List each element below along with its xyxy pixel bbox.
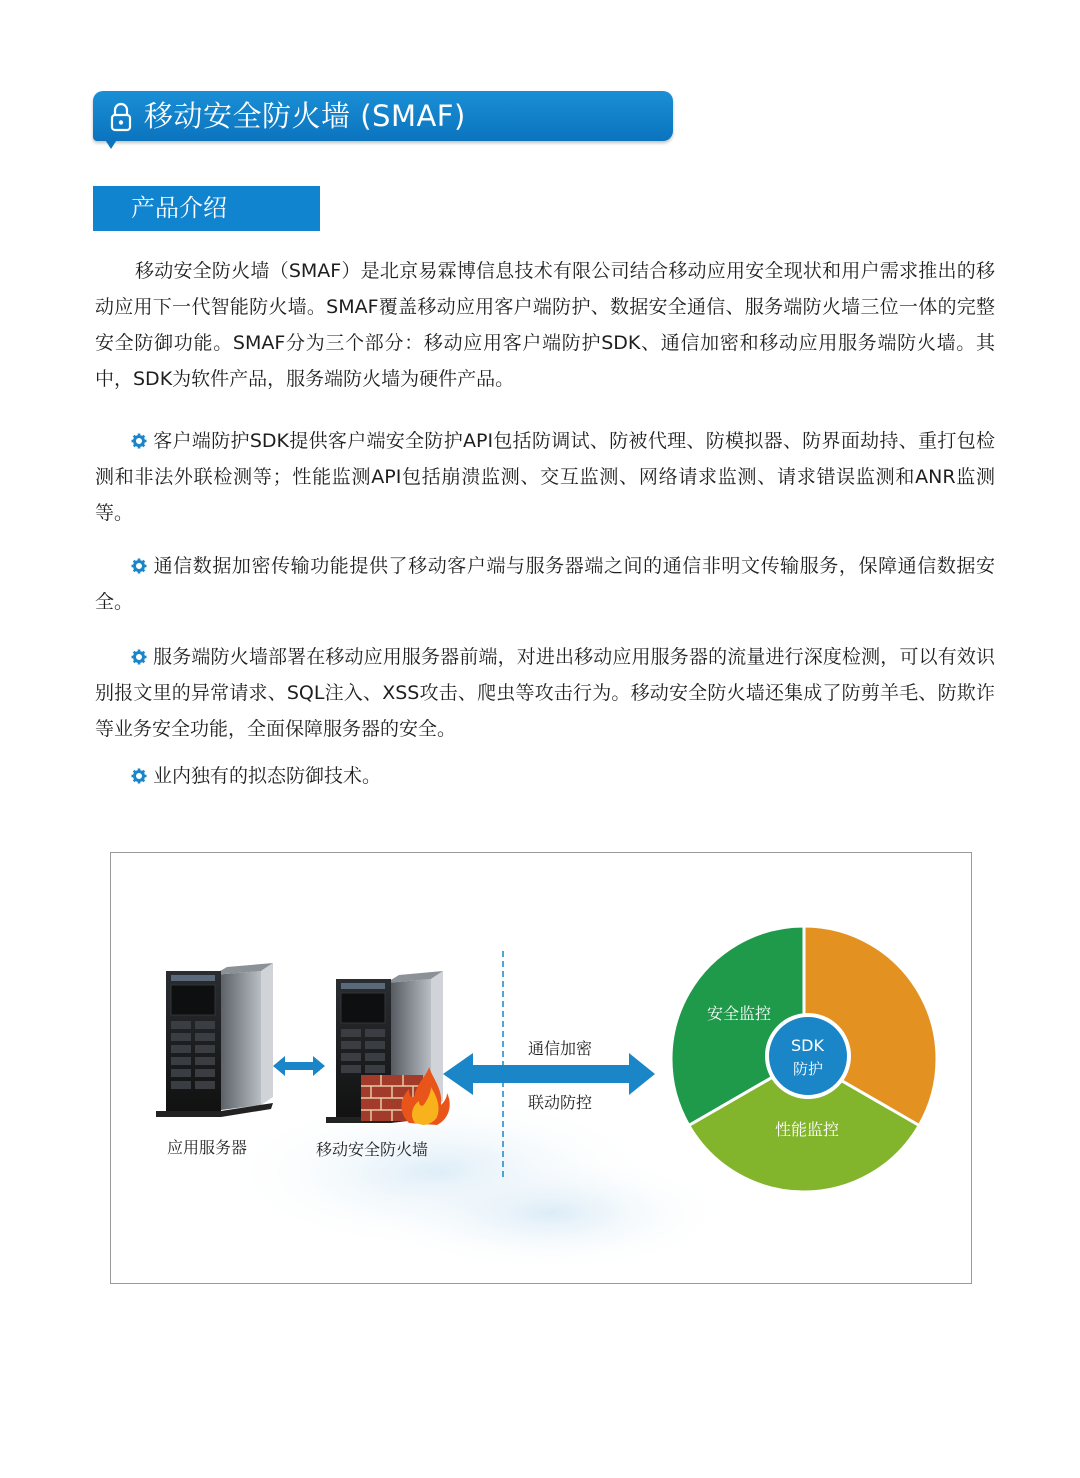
double-arrow-icon bbox=[273, 1056, 325, 1076]
page-title: 移动安全防火墙 (SMAF) bbox=[144, 99, 466, 133]
gear-icon bbox=[131, 649, 147, 665]
background-glow bbox=[371, 1153, 731, 1273]
gear-icon bbox=[131, 433, 147, 449]
lock-icon bbox=[110, 101, 132, 133]
bullet-paragraph bbox=[95, 639, 995, 747]
bullet-paragraph bbox=[95, 758, 995, 794]
title-banner-tail bbox=[104, 138, 118, 149]
link-label-bottom: 联动防控 bbox=[528, 1093, 593, 1112]
link-label-top: 通信加密 bbox=[528, 1039, 593, 1058]
pie-center-line1: SDK bbox=[791, 1036, 824, 1055]
bullet-text: 业内独有的拟态防御技术。 bbox=[153, 765, 382, 787]
bullet-paragraph bbox=[95, 548, 995, 620]
bullet-paragraph bbox=[95, 423, 995, 531]
bullet-text: 通信数据加密传输功能提供了移动客户端与服务器端之间的通信非明文传输服务，保障通信数据安全。 bbox=[95, 555, 995, 613]
pie-center-line2: 防护 bbox=[793, 1060, 824, 1078]
server-label: 应用服务器 bbox=[167, 1138, 248, 1157]
firewall-label: 移动安全防火墙 bbox=[316, 1140, 429, 1159]
gear-icon bbox=[131, 558, 147, 574]
gear-icon bbox=[131, 768, 147, 784]
diagram-graphics bbox=[111, 853, 971, 1283]
bullet-text: 客户端防护SDK提供客户端安全防护API包括防调试、防被代理、防模拟器、防界面劫持、重打包检测和非法外联检测等；性能监测API包括崩溃监测、交互监测、网络请求监测、请求错误监测和ANR监测等。 bbox=[95, 430, 995, 524]
architecture-diagram bbox=[110, 852, 972, 1284]
encryption-link-arrow-icon bbox=[443, 1053, 655, 1095]
intro-paragraph: 移动安全防火墙（SMAF）是北京易霖博信息技术有限公司结合移动应用安全现状和用户需求推出的移动应用下一代智能防火墙。SMAF覆盖移动应用客户端防护、数据安全通信、服务端防火墙三位一体的完整安全防御功能。SMAF分为三个部分：移动应用客户端防护SDK、通信加密和移动应用服务端防火墙。其中，SDK为软件产品，服务端防火墙为硬件产品。 bbox=[95, 260, 995, 390]
server-icon bbox=[156, 963, 273, 1117]
pie-label-security: 安全监控 bbox=[707, 1004, 772, 1023]
bullet-text: 服务端防火墙部署在移动应用服务器前端，对进出移动应用服务器的流量进行深度检测，可以有效识别报文里的异常请求、SQL注入、XSS攻击、爬虫等攻击行为。移动安全防火墙还集成了防剪羊毛、防欺诈等业务安全功能，全面保障服务器的安全。 bbox=[95, 646, 995, 740]
section-title: 产品介绍 bbox=[131, 194, 227, 222]
pie-label-performance: 性能监控 bbox=[775, 1120, 840, 1139]
pie-center bbox=[767, 1015, 849, 1097]
